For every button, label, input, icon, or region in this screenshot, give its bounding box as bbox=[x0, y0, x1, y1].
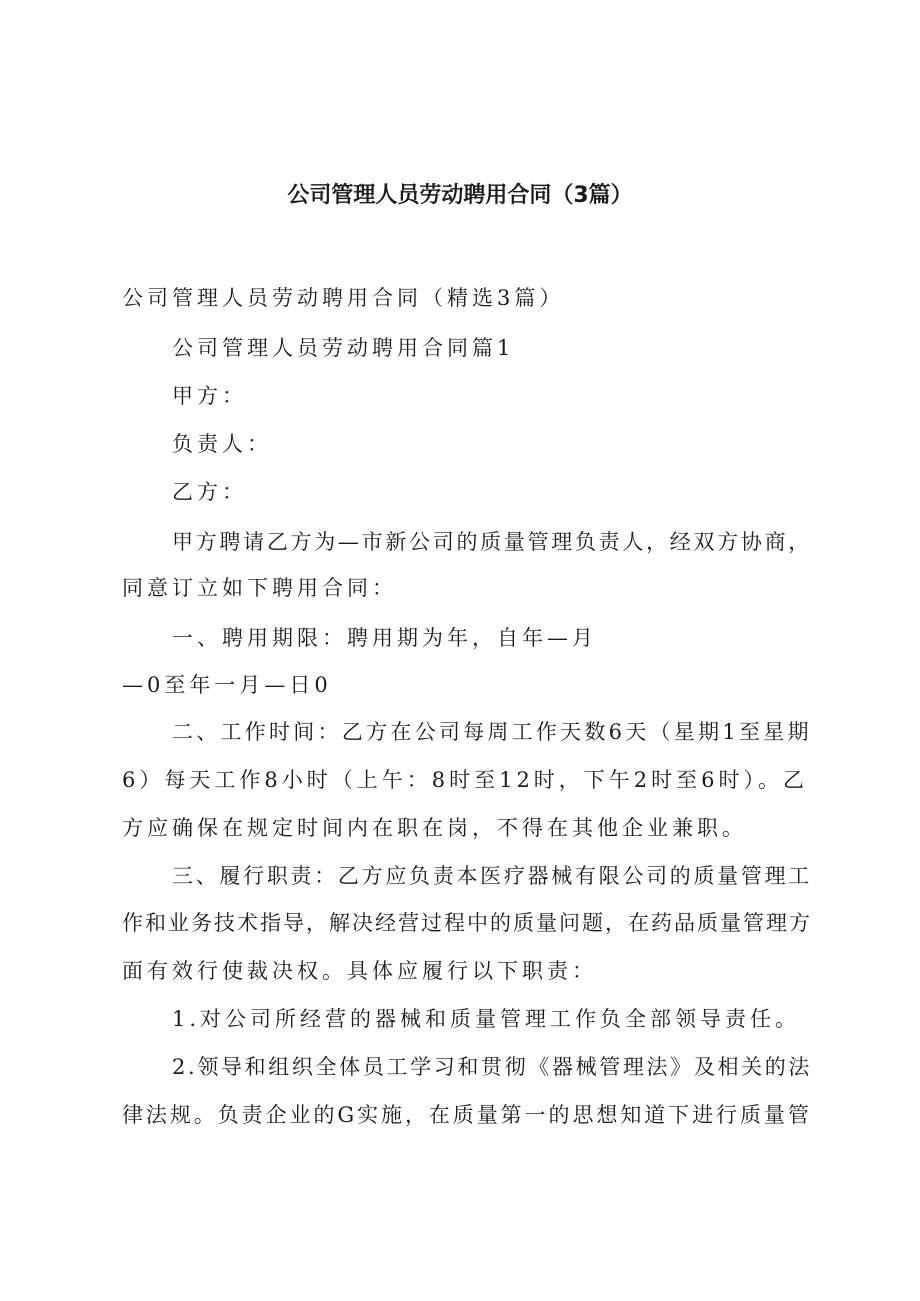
party-b-label: 乙方： bbox=[172, 480, 247, 504]
clause-duties-line: 面有效行使裁决权。具体应履行以下职责： bbox=[122, 959, 597, 983]
clause-hours-line: 二、工作时间：乙方在公司每周工作天数6天（星期1至星期 bbox=[172, 720, 812, 744]
clause-hours-line: 方应确保在规定时间内在职在岗，不得在其他企业兼职。 bbox=[122, 816, 747, 840]
clause-hours-line: 6）每天工作8小时（上午：8时至12时，下午2时至6时）。乙 bbox=[122, 768, 809, 792]
document-title: 公司管理人员劳动聘用合同（3篇） bbox=[287, 183, 633, 208]
duty-item-line: 1.对公司所经营的器械和质量管理工作负全部领导责任。 bbox=[172, 1007, 801, 1031]
paragraph-line: 同意订立如下聘用合同： bbox=[122, 576, 397, 600]
clause-duties-line: 作和业务技术指导，解决经营过程中的质量问题，在药品质量管理方 bbox=[122, 911, 812, 935]
section-heading: 公司管理人员劳动聘用合同篇1 bbox=[172, 336, 515, 360]
responsible-label: 负责人： bbox=[172, 432, 272, 456]
subtitle-line: 公司管理人员劳动聘用合同（精选3篇） bbox=[122, 286, 565, 310]
paragraph-line: 甲方聘请乙方为—市新公司的质量管理负责人，经双方协商， bbox=[172, 530, 812, 554]
duty-item-line: 律法规。负责企业的G实施，在质量第一的思想知道下进行质量管 bbox=[122, 1103, 812, 1127]
party-a-label: 甲方： bbox=[172, 384, 247, 408]
clause-term-line: —0至年一月—日0 bbox=[122, 673, 332, 697]
clause-duties-line: 三、履行职责：乙方应负责本医疗器械有限公司的质量管理工 bbox=[172, 864, 812, 888]
clause-term-line: 一、聘用期限：聘用期为年，自年—月 bbox=[172, 626, 597, 650]
duty-item-line: 2.领导和组织全体员工学习和贯彻《器械管理法》及相关的法 bbox=[172, 1055, 813, 1079]
